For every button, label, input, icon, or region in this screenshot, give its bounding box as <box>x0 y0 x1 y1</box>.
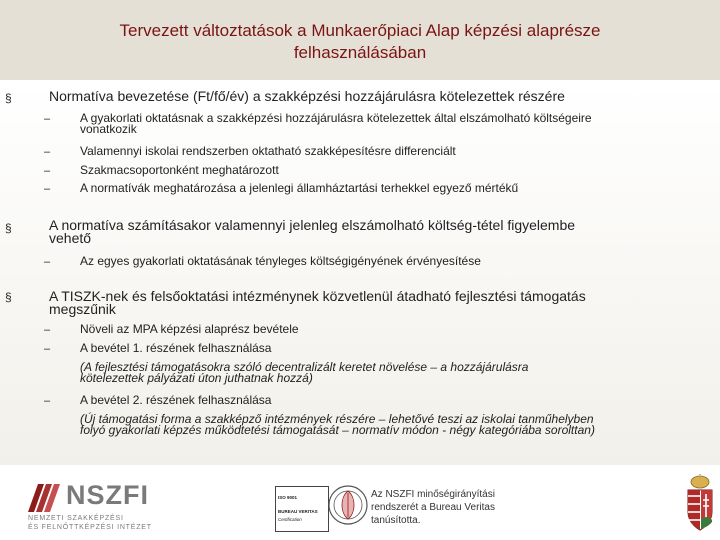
dash-icon: – <box>44 146 51 158</box>
page-title-line1: Tervezett változtatások a Munkaerőpiaci Alap képzési alaprésze <box>119 21 601 40</box>
item-line: A normatívák meghatározása a jelenlegi államháztartási terhekkel egyező mértékű <box>80 181 519 195</box>
section-1-heading-line1: Normatíva bevezetése (Ft/fő/év) a szakképzési hozzájárulásra kötelezettek részére <box>49 88 565 104</box>
bureau-veritas-badge <box>275 486 329 532</box>
nszfi-name: NSZFI <box>66 480 149 510</box>
nszfi-logo-icon <box>28 484 62 512</box>
section-3-heading <box>49 290 689 316</box>
item-line: kötelezettek pályázati úton juthatnak hozzá) <box>80 371 313 385</box>
dash-icon: – <box>44 183 51 195</box>
item-line: Valamennyi iskolai rendszerben oktatható szakképesítésre differenciált <box>80 144 456 158</box>
page-title-line2: felhasználásában <box>293 43 427 62</box>
section-2-item-1 <box>80 256 700 267</box>
section-3-item-2 <box>80 343 700 354</box>
item-line: Az egyes gyakorlati oktatásának tényleges költségigényének érvényesítése <box>80 254 481 268</box>
bv-line: Certification <box>278 517 302 522</box>
iso-certification-text <box>371 488 541 527</box>
certification-seal-icon <box>328 483 368 527</box>
bullet-icon: § <box>5 221 12 235</box>
page-title <box>0 20 720 64</box>
section-3-item-3 <box>80 395 700 406</box>
bv-line: ISO 9001 <box>278 495 298 500</box>
dash-icon: – <box>44 256 51 268</box>
dash-icon: – <box>44 324 51 336</box>
section-1-item-3 <box>80 165 700 176</box>
section-3-heading-line1: A TISZK-nek és felsőoktatási intézménynek közvetlenül átadható fejlesztési támogatás <box>49 288 586 304</box>
section-2-heading <box>49 219 689 245</box>
content-area <box>0 82 720 465</box>
item-line: vonatkozik <box>80 122 137 136</box>
section-1-item-2 <box>80 146 700 157</box>
bullet-icon: § <box>5 91 12 105</box>
coat-of-arms-icon <box>684 474 716 534</box>
section-1-item-1 <box>80 113 700 135</box>
item-line: A bevétel 1. részének felhasználása <box>80 341 272 355</box>
bv-line: BUREAU VERITAS <box>278 509 318 514</box>
item-line: Szakmacsoportonként meghatározott <box>80 163 279 177</box>
section-1-item-4 <box>80 183 700 194</box>
section-3-item-1 <box>80 324 700 335</box>
dash-icon: – <box>44 343 51 355</box>
item-line: A bevétel 2. részének felhasználása <box>80 393 272 407</box>
section-3-item-3-note <box>80 414 700 436</box>
item-line: folyó gyakorlati képzés működtetési támogatását – normatív módon - négy kategóriába sorolttan) <box>80 423 595 437</box>
nszfi-subtitle-line2: ÉS FELNŐTTKÉPZÉSI INTÉZET <box>28 524 152 531</box>
section-2-heading-line1: A normatíva számításakor valamennyi jelenleg elszámolható költség-tétel figyelembe <box>49 217 576 233</box>
dash-icon: – <box>44 165 51 177</box>
section-1-heading <box>49 90 689 103</box>
iso-line: rendszerét a Bureau Veritas <box>371 502 495 513</box>
nszfi-subtitle-line1: NEMZETI SZAKKÉPZÉSI <box>28 515 124 522</box>
nszfi-subtitle <box>28 514 178 532</box>
footer <box>0 466 720 540</box>
iso-line: Az NSZFI minőségirányítási <box>371 489 495 500</box>
dash-icon: – <box>44 395 51 407</box>
bullet-icon: § <box>5 290 12 304</box>
section-3-item-2-note <box>80 362 700 384</box>
item-line: A gyakorlati oktatásnak a szakképzési hozzájárulásra kötelezettek által elszámolható költségeire <box>80 111 592 125</box>
section-2-heading-line2: vehető <box>49 230 92 246</box>
item-line: (Új támogatási forma a szakképző intézmények részére – lehetővé teszi az iskolai tanműhelyben <box>80 412 594 426</box>
item-line: (A fejlesztési támogatásokra szóló decentralizált keretet növelése – a hozzájárulásra <box>80 360 529 374</box>
dash-icon: – <box>44 113 51 125</box>
section-3-heading-line2: megszűnik <box>49 301 116 317</box>
iso-line: tanúsította. <box>371 515 421 526</box>
item-line: Növeli az MPA képzési alaprész bevétele <box>80 322 299 336</box>
